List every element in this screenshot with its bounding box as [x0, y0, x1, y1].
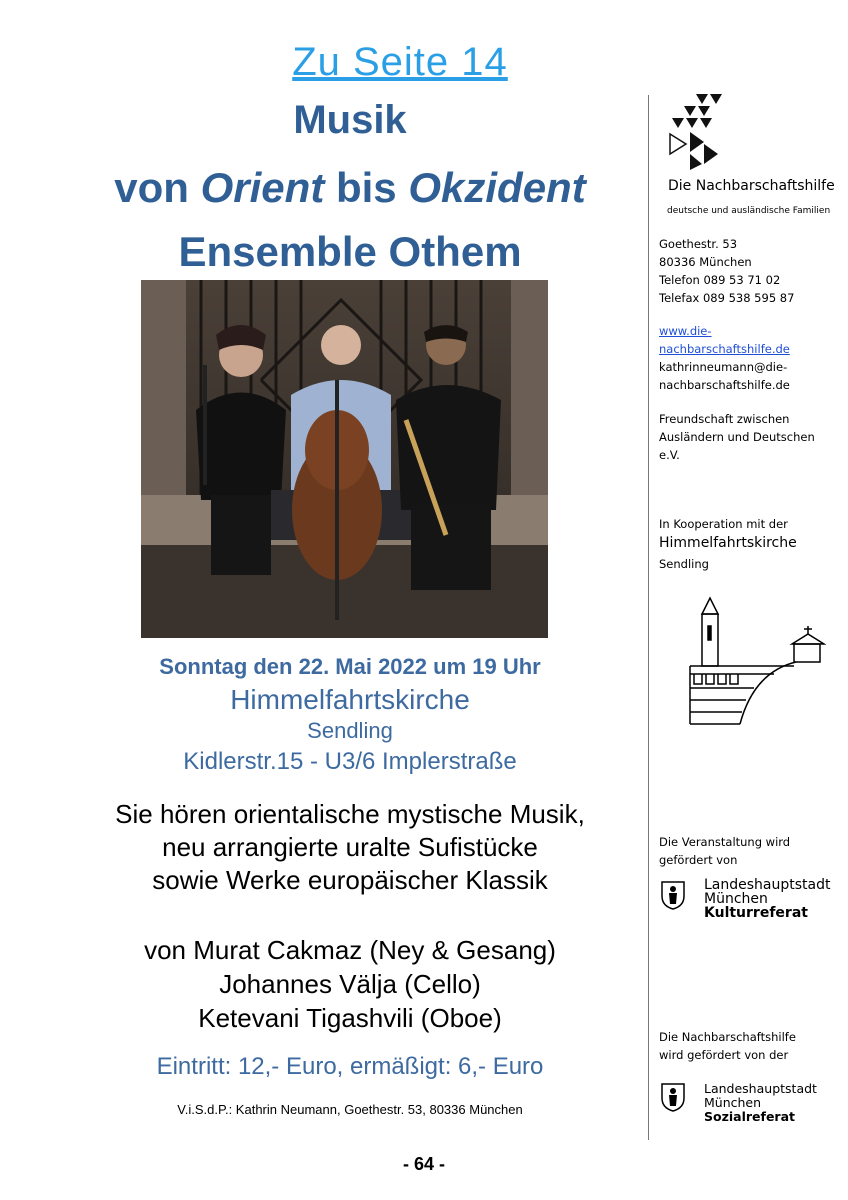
phone-line: Telefon 089 53 71 02: [659, 273, 781, 287]
funder-line: Landeshauptstadt: [704, 877, 831, 893]
address-line: Goethestr. 53: [659, 237, 738, 251]
org-contact: [659, 322, 790, 394]
email-line-cont: nachbarschaftshilfe.de: [659, 378, 790, 392]
funding-line: wird gefördert von der: [659, 1048, 789, 1062]
email-line: kathrinneumann@die-: [659, 360, 788, 374]
website-link-cont[interactable]: nachbarschaftshilfe.de: [659, 342, 790, 356]
coop-place: Sendling: [659, 557, 709, 571]
friendship-text: [659, 410, 815, 464]
ensemble-photo: [141, 280, 548, 638]
funding-line: Die Veranstaltung wird: [659, 835, 791, 849]
org-address: [659, 235, 794, 307]
org-name: Die Nachbarschaftshilfe: [668, 178, 835, 194]
funder-line: Landeshauptstadt: [704, 1081, 817, 1096]
funder-kulturreferat: [704, 878, 831, 920]
performer-line: Ketevani Tigashvili (Oboe): [198, 1003, 502, 1033]
friendship-line: Ausländern und Deutschen: [659, 430, 815, 444]
org-logo-icon: [668, 94, 724, 175]
event-district: Sendling: [307, 718, 393, 743]
munich-crest-icon: [660, 880, 686, 915]
funder-line: München: [704, 891, 768, 907]
org-subtitle: deutsche und ausländische Familien: [667, 206, 831, 216]
title-ensemble: Ensemble Othem: [178, 228, 522, 275]
website-link[interactable]: www.die-: [659, 324, 712, 338]
title-music: Musik: [293, 98, 407, 142]
visdp-note: V.i.S.d.P.: Kathrin Neumann, Goethestr. 53, 80336 München: [177, 1102, 523, 1117]
funding-line: gefördert von: [659, 853, 738, 867]
coop-name: Himmelfahrtskirche: [659, 535, 797, 551]
munich-crest-icon: [660, 1082, 686, 1117]
friendship-line: Freundschaft zwischen: [659, 412, 790, 426]
funding-note-2: [659, 1028, 796, 1064]
event-address: Kidlerstr.15 - U3/6 Implerstraße: [183, 748, 517, 775]
funder-dept: Kulturreferat: [704, 905, 808, 921]
address-line: 80336 München: [659, 255, 752, 269]
description-line: neu arrangierte uralte Sufistücke: [162, 832, 538, 862]
friendship-line: e.V.: [659, 448, 680, 462]
admission-fee: Eintritt: 12,- Euro, ermäßigt: 6,- Euro: [156, 1053, 544, 1080]
funding-line: Die Nachbarschaftshilfe: [659, 1030, 796, 1044]
event-date: Sonntag den 22. Mai 2022 um 19 Uhr: [159, 654, 541, 679]
coop-intro: In Kooperation mit der: [659, 517, 788, 531]
funder-line: München: [704, 1095, 762, 1110]
event-venue: Himmelfahrtskirche: [230, 684, 470, 715]
performer-line: Johannes Välja (Cello): [219, 969, 481, 999]
funding-note-1: [659, 833, 790, 869]
funder-sozialreferat: [704, 1082, 817, 1124]
funder-dept: Sozialreferat: [704, 1109, 796, 1124]
performer-line: von Murat Cakmaz (Ney & Gesang): [144, 935, 556, 965]
page-number: - 64 -: [402, 1154, 445, 1174]
description-line: sowie Werke europäischer Klassik: [152, 865, 548, 895]
title-subtitle: von Orient bis Okzident: [114, 164, 586, 211]
column-divider: [648, 95, 649, 1140]
description-line: Sie hören orientalische mystische Musik,: [115, 799, 585, 829]
fax-line: Telefax 089 538 595 87: [659, 291, 795, 305]
page-link[interactable]: Zu Seite 14: [292, 40, 508, 84]
church-drawing-icon: [684, 596, 826, 731]
